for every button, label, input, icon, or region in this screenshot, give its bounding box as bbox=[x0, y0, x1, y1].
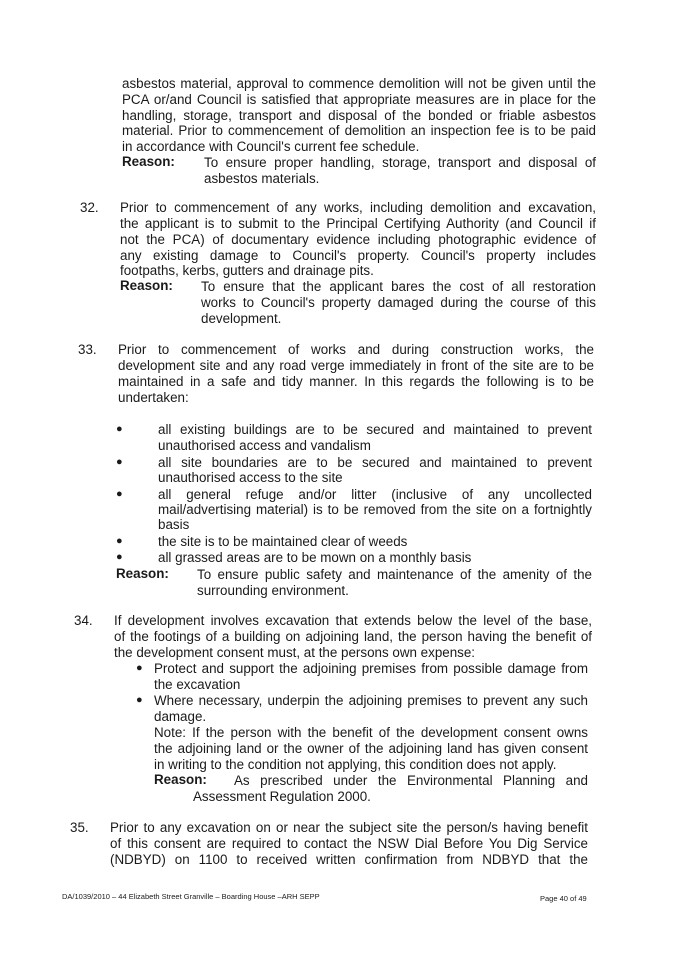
body-line: undertaken: bbox=[118, 390, 189, 405]
reason-line: As prescribed under the Environmental Planning and bbox=[234, 773, 588, 788]
reason-line: surrounding environment. bbox=[197, 583, 349, 598]
reason-label: Reason: bbox=[154, 772, 207, 787]
bullet-line: unauthorised access to the site bbox=[158, 470, 343, 485]
reason-line: asbestos materials. bbox=[204, 171, 320, 186]
body-line: material. Prior to commencement of demolition an inspection fee is to be paid bbox=[122, 123, 596, 138]
body-line: in accordance with Council's current fee schedule. bbox=[122, 139, 420, 154]
body-line: footpaths, kerbs, gutters and drainage pits. bbox=[120, 263, 374, 278]
body-line: the applicant is to submit to the Principal Certifying Authority (and Council if bbox=[120, 216, 596, 231]
condition-number: 32. bbox=[80, 200, 99, 215]
body-line: maintained in a safe and tidy manner. In this regards the following is to be bbox=[118, 374, 594, 389]
bullet-line: unauthorised access and vandalism bbox=[158, 438, 371, 453]
bullet-line: Protect and support the adjoining premises from possible damage from bbox=[154, 661, 588, 676]
bullet-line: the excavation bbox=[154, 677, 241, 692]
bullet-marker: ● bbox=[116, 535, 123, 547]
reason-line: To ensure that the applicant bares the cost of all restoration bbox=[201, 279, 596, 294]
reason-label: Reason: bbox=[116, 566, 169, 581]
reason-line: To ensure proper handling, storage, transport and disposal of bbox=[204, 155, 596, 170]
bullet-line: all grassed areas are to be mown on a monthly basis bbox=[158, 550, 472, 565]
bullet-line: Where necessary, underpin the adjoining premises to prevent any such bbox=[154, 693, 588, 708]
bullet-marker: ● bbox=[116, 488, 123, 500]
bullet-marker: ● bbox=[136, 662, 143, 674]
note-line: the adjoining land or the owner of the adjoining land has given consent bbox=[154, 741, 588, 756]
body-line: Prior to any excavation on or near the subject site the person/s having benefit bbox=[110, 820, 588, 835]
reason-label: Reason: bbox=[120, 278, 173, 293]
body-line: of this consent are required to contact the NSW Dial Before You Dig Service bbox=[110, 836, 588, 851]
bullet-line: basis bbox=[158, 517, 190, 532]
bullet-line: damage. bbox=[154, 709, 207, 724]
reason-label: Reason: bbox=[122, 154, 175, 169]
condition-number: 35. bbox=[70, 820, 89, 835]
bullet-marker: ● bbox=[116, 423, 123, 435]
note-line: Note: If the person with the benefit of the development consent owns bbox=[154, 725, 588, 740]
body-line: not the PCA) of documentary evidence including photographic evidence of bbox=[120, 232, 596, 247]
body-line: Prior to commencement of any works, including demolition and excavation, bbox=[120, 200, 596, 215]
bullet-marker: ● bbox=[136, 694, 143, 706]
body-line: the development consent must, at the persons own expense: bbox=[114, 645, 476, 660]
bullet-marker: ● bbox=[116, 456, 123, 468]
body-line: PCA or/and Council is satisfied that appropriate measures are in place for the bbox=[122, 92, 596, 107]
bullet-marker: ● bbox=[116, 551, 123, 563]
reason-line: To ensure public safety and maintenance of the amenity of the bbox=[197, 567, 592, 582]
bullet-line: mail/advertising material) is to be removed from the site on a fortnightly bbox=[158, 502, 592, 517]
bullet-line: all site boundaries are to be secured and maintained to prevent bbox=[158, 455, 592, 470]
note-line: in writing to the condition not applying, this condition does not apply. bbox=[154, 757, 557, 772]
body-line: development site and any road verge immediately in front of the site are to be bbox=[118, 358, 594, 373]
body-line: asbestos material, approval to commence demolition will not be given until the bbox=[122, 76, 596, 91]
reason-line: Assessment Regulation 2000. bbox=[193, 789, 371, 804]
body-line: Prior to commencement of works and during construction works, the bbox=[118, 342, 594, 357]
bullet-line: the site is to be maintained clear of weeds bbox=[158, 534, 408, 549]
reason-line: works to Council's property damaged during the course of this bbox=[201, 295, 596, 310]
body-line: handling, storage, transport and disposal of the bonded or friable asbestos bbox=[122, 108, 596, 123]
footer-document-ref: DA/1039/2010 – 44 Elizabeth Street Granville – Boarding House –ARH SEPP bbox=[62, 892, 320, 901]
reason-line: development. bbox=[201, 311, 282, 326]
bullet-line: all existing buildings are to be secured and maintained to prevent bbox=[158, 422, 592, 437]
condition-number: 34. bbox=[74, 613, 93, 628]
body-line: any existing damage to Council's property. Council's property includes bbox=[120, 248, 596, 263]
footer-page-number: Page 40 of 49 bbox=[540, 894, 587, 903]
body-line: of the footings of a building on adjoining land, the person having the benefit of bbox=[114, 629, 592, 644]
body-line: (NDBYD) on 1100 to received written confirmation from NDBYD that the bbox=[110, 852, 588, 867]
body-line: If development involves excavation that extends below the level of the base, bbox=[114, 613, 592, 628]
bullet-line: all general refuge and/or litter (inclusive of any uncollected bbox=[158, 487, 592, 502]
condition-number: 33. bbox=[78, 342, 97, 357]
